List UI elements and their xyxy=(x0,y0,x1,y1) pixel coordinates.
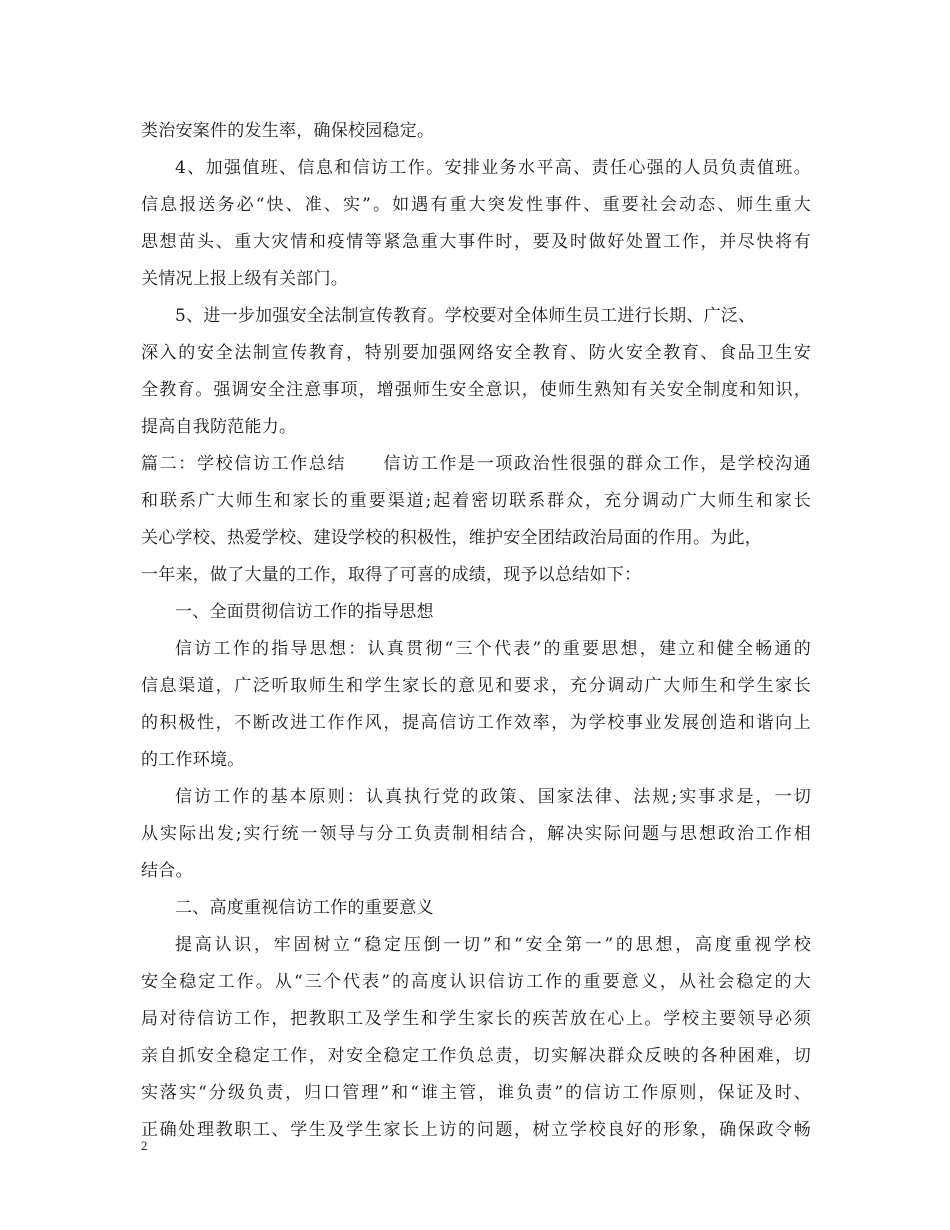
text-line: 一、全面贯彻信访工作的指导思想 xyxy=(175,602,434,622)
text-line: 从实际出发;实行统一领导与分工负责制相结合，解决实际问题与思想政治工作相 xyxy=(141,824,811,844)
text-line: 4、加强值班、信息和信访工作。安排业务水平高、责任心强的人员负责值班。 xyxy=(175,158,811,178)
text-line: 深入的安全法制宣传教育，特别要加强网络安全教育、防火安全教育、食品卫生安 xyxy=(141,343,811,363)
text-line: 局对待信访工作，把教职工及学生和学生家长的疾苦放在心上。学校主要领导必须 xyxy=(141,1009,811,1029)
text-line: 思想苗头、重大灾情和疫情等紧急重大事件时，要及时做好处置工作，并尽快将有 xyxy=(141,232,811,252)
text-line: 信息报送务必“快、准、实”。如遇有重大突发性事件、重要社会动态、师生重大 xyxy=(141,195,811,215)
text-line: 二、高度重视信访工作的重要意义 xyxy=(175,898,434,918)
text-line: 篇二：学校信访工作总结 信访工作是一项政治性很强的群众工作，是学校沟通 xyxy=(141,454,811,474)
text-line: 实落实“分级负责，归口管理”和“谁主管，谁负责”的信访工作原则，保证及时、 xyxy=(141,1083,811,1103)
text-line: 和联系广大师生和家长的重要渠道;起着密切联系群众，充分调动广大师生和家长 xyxy=(141,491,811,511)
body-text xyxy=(141,113,811,1149)
text-line: 关心学校、热爱学校、建设学校的积极性，维护安全团结政治局面的作用。为此， xyxy=(141,528,762,548)
text-line: 全教育。强调安全注意事项，增强师生安全意识，使师生熟知有关安全制度和知识， xyxy=(141,380,811,400)
text-line: 5、进一步加强安全法制宣传教育。学校要对全体师生员工进行长期、广泛、 xyxy=(175,306,756,326)
text-line: 正确处理教职工、学生及学生家长上访的问题，树立学校良好的形象，确保政令畅 xyxy=(141,1120,811,1140)
text-line: 信访工作的指导思想：认真贯彻“三个代表”的重要思想，建立和健全畅通的 xyxy=(175,639,811,659)
text-line: 安全稳定工作。从“三个代表”的高度认识信访工作的重要意义，从社会稳定的大 xyxy=(141,972,811,992)
text-line: 信息渠道，广泛听取师生和学生家长的意见和要求，充分调动广大师生和学生家长 xyxy=(141,676,811,696)
text-line: 的积极性，不断改进工作作风，提高信访工作效率，为学校事业发展创造和谐向上 xyxy=(141,713,811,733)
text-line: 类治安案件的发生率，确保校园稳定。 xyxy=(141,121,435,141)
page-number: 2 xyxy=(141,1138,148,1153)
text-line: 提高自我防范能力。 xyxy=(141,417,297,437)
text-line: 一年来，做了大量的工作，取得了可喜的成绩，现予以总结如下： xyxy=(141,565,642,585)
text-line: 结合。 xyxy=(141,861,193,881)
text-line: 信访工作的基本原则：认真执行党的政策、国家法律、法规;实事求是，一切 xyxy=(175,787,811,807)
text-line: 提高认识，牢固树立“稳定压倒一切”和“安全第一”的思想，高度重视学校 xyxy=(175,935,811,955)
text-line: 关情况上报上级有关部门。 xyxy=(141,269,348,289)
text-line: 亲自抓安全稳定工作，对安全稳定工作负总责，切实解决群众反映的各种困难，切 xyxy=(141,1046,811,1066)
text-line: 的工作环境。 xyxy=(141,750,245,770)
